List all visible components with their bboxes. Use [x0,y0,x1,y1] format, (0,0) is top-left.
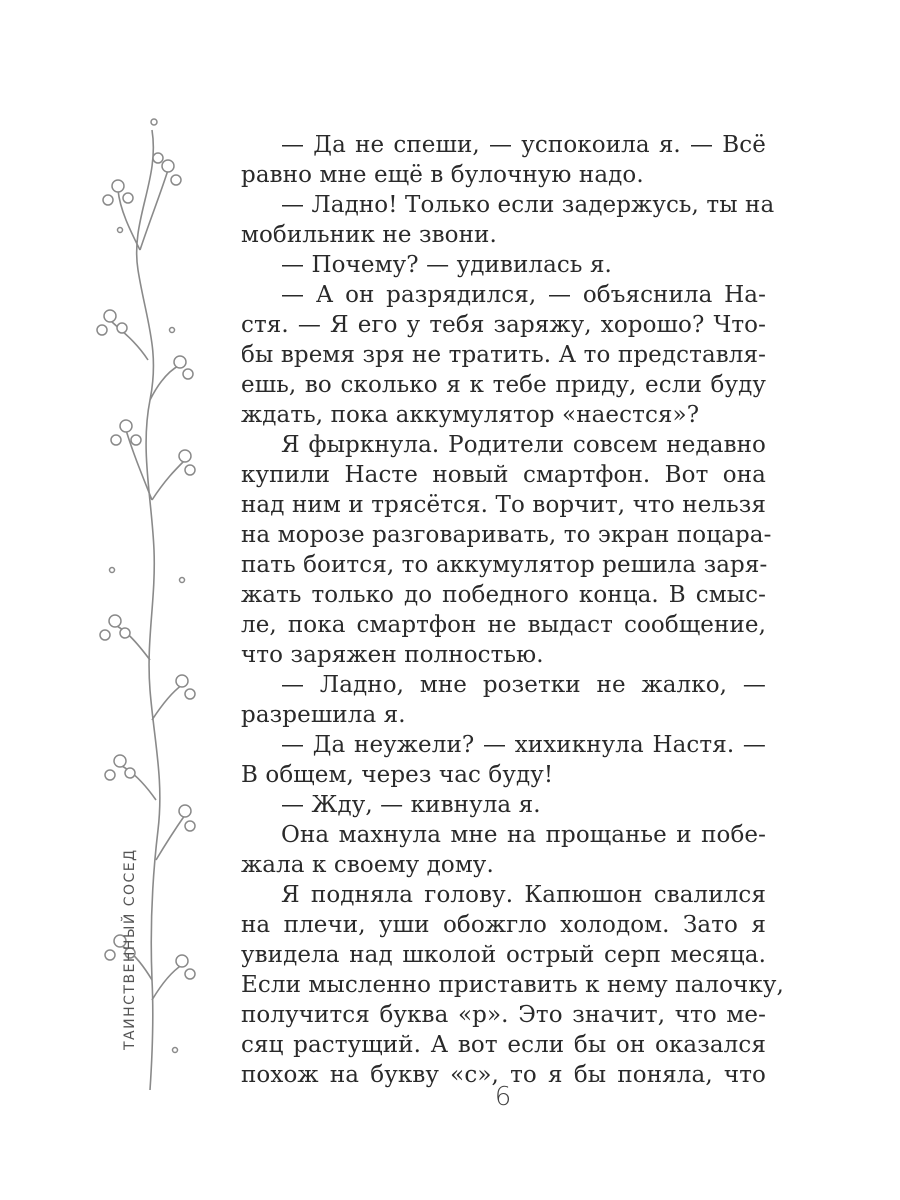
text-line: пать боится, то аккумулятор решила заря- [241,552,768,578]
body-text [241,130,784,1090]
text-line: стя. — Я его у тебя заряжу, хорошо? Что- [241,312,766,338]
text-line: получится буква «р». Это значит, что ме- [241,1002,766,1028]
text-line: жала к своему дому. [241,852,494,878]
text-line: сяц растущий. А вот если бы он оказался [241,1032,766,1058]
text-line: бы время зря не тратить. А то представля- [241,342,766,368]
text-line: над ним и трясётся. То ворчит, что нельзя [241,492,766,518]
text-line: — Ладно! Только если задержусь, ты на [281,192,775,218]
text-line: увидела над школой острый серп месяца. [241,942,766,968]
text-line: В общем, через час буду! [241,762,554,788]
text-line: Она махнула мне на прощанье и побе- [281,822,766,848]
text-line: на морозе разговаривать, то экран поцара- [241,522,772,548]
running-title: ТАИНСТВЕННЫЙ СОСЕД [122,848,138,1050]
text-line: разрешила я. [241,702,406,728]
text-line: равно мне ещё в булочную надо. [241,162,644,188]
text-line: ждать, пока аккумулятор «наестся»? [241,402,700,428]
text-line: — Почему? — удивилась я. [281,252,612,278]
berry-vine-ornament [90,100,200,1100]
text-line: — Ладно, мне розетки не жалко, — [281,672,766,698]
text-line: Если мысленно приставить к нему палочку, [241,972,784,998]
text-line: — А он разрядился, — объяснила На- [281,282,766,308]
text-line: что заряжен полностью. [241,642,544,668]
text-line: — Жду, — кивнула я. [281,792,541,818]
text-line: — Да неужели? — хихикнула Настя. — [281,732,766,758]
page-number: 6 [494,1082,512,1112]
text-line: — Да не спеши, — успокоила я. — Всё [281,132,766,158]
text-line: ешь, во сколько я к тебе приду, если буду [241,372,766,398]
text-line: ле, пока смартфон не выдаст сообщение, [241,612,766,638]
text-line: мобильник не звони. [241,222,497,248]
text-line: Я фыркнула. Родители совсем недавно [281,432,766,458]
text-line: Я подняла голову. Капюшон свалился [281,882,766,908]
text-line: похож на букву «с», то я бы поняла, что [241,1062,766,1088]
text-line: жать только до победного конца. В смыс- [241,582,766,608]
text-line: купили Насте новый смартфон. Вот она [241,462,766,488]
text-line: на плечи, уши обожгло холодом. Зато я [241,912,766,938]
